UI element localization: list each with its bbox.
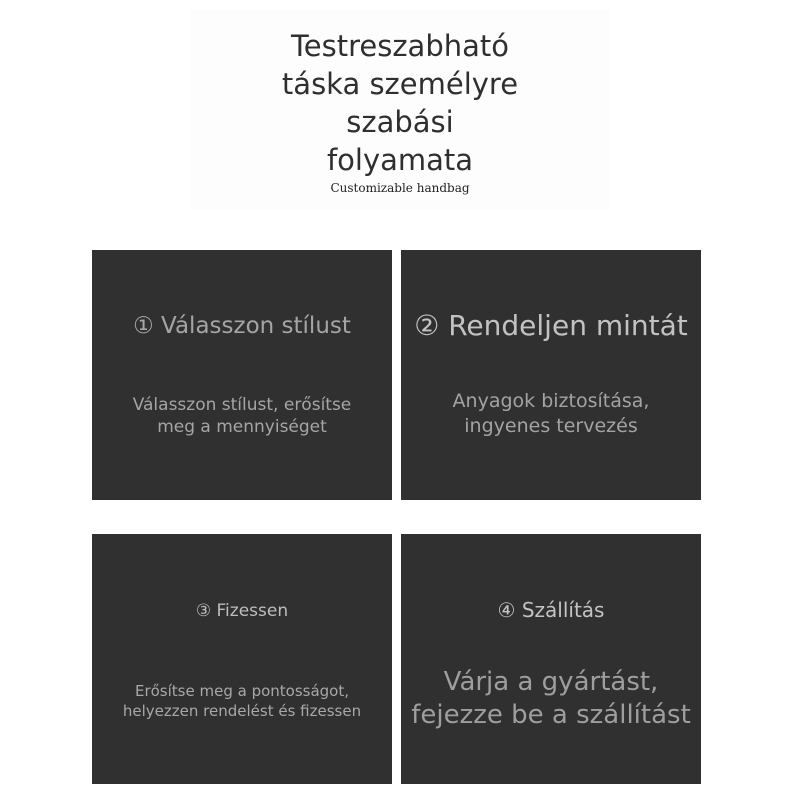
step-heading: ③ Fizessen [195, 601, 289, 621]
page-subtitle: Customizable handbag [330, 181, 470, 195]
page-title: Testreszabható táska személyre szabási folyamata [281, 29, 519, 177]
step-heading: ④ Szállítás [497, 598, 605, 622]
step-card-delivery [401, 534, 701, 784]
step-description: Várja a gyártást, fejezze be a szállítást [411, 667, 691, 730]
step-heading: ② Rendeljen mintát [414, 309, 688, 342]
step-description: Anyagok biztosítása, ingyenes tervezés [452, 390, 650, 437]
title-block [190, 10, 610, 210]
step-card-payment [92, 534, 392, 784]
step-description: Erősítse meg a pontosságot, helyezzen rendelést és fizessen [122, 682, 362, 720]
step-description: Válasszon stílust, erősítse meg a mennyiséget [132, 395, 352, 437]
step-card-choose-style [92, 250, 392, 500]
step-heading: ① Válasszon stílust [133, 313, 351, 339]
step-card-order-sample [401, 250, 701, 500]
